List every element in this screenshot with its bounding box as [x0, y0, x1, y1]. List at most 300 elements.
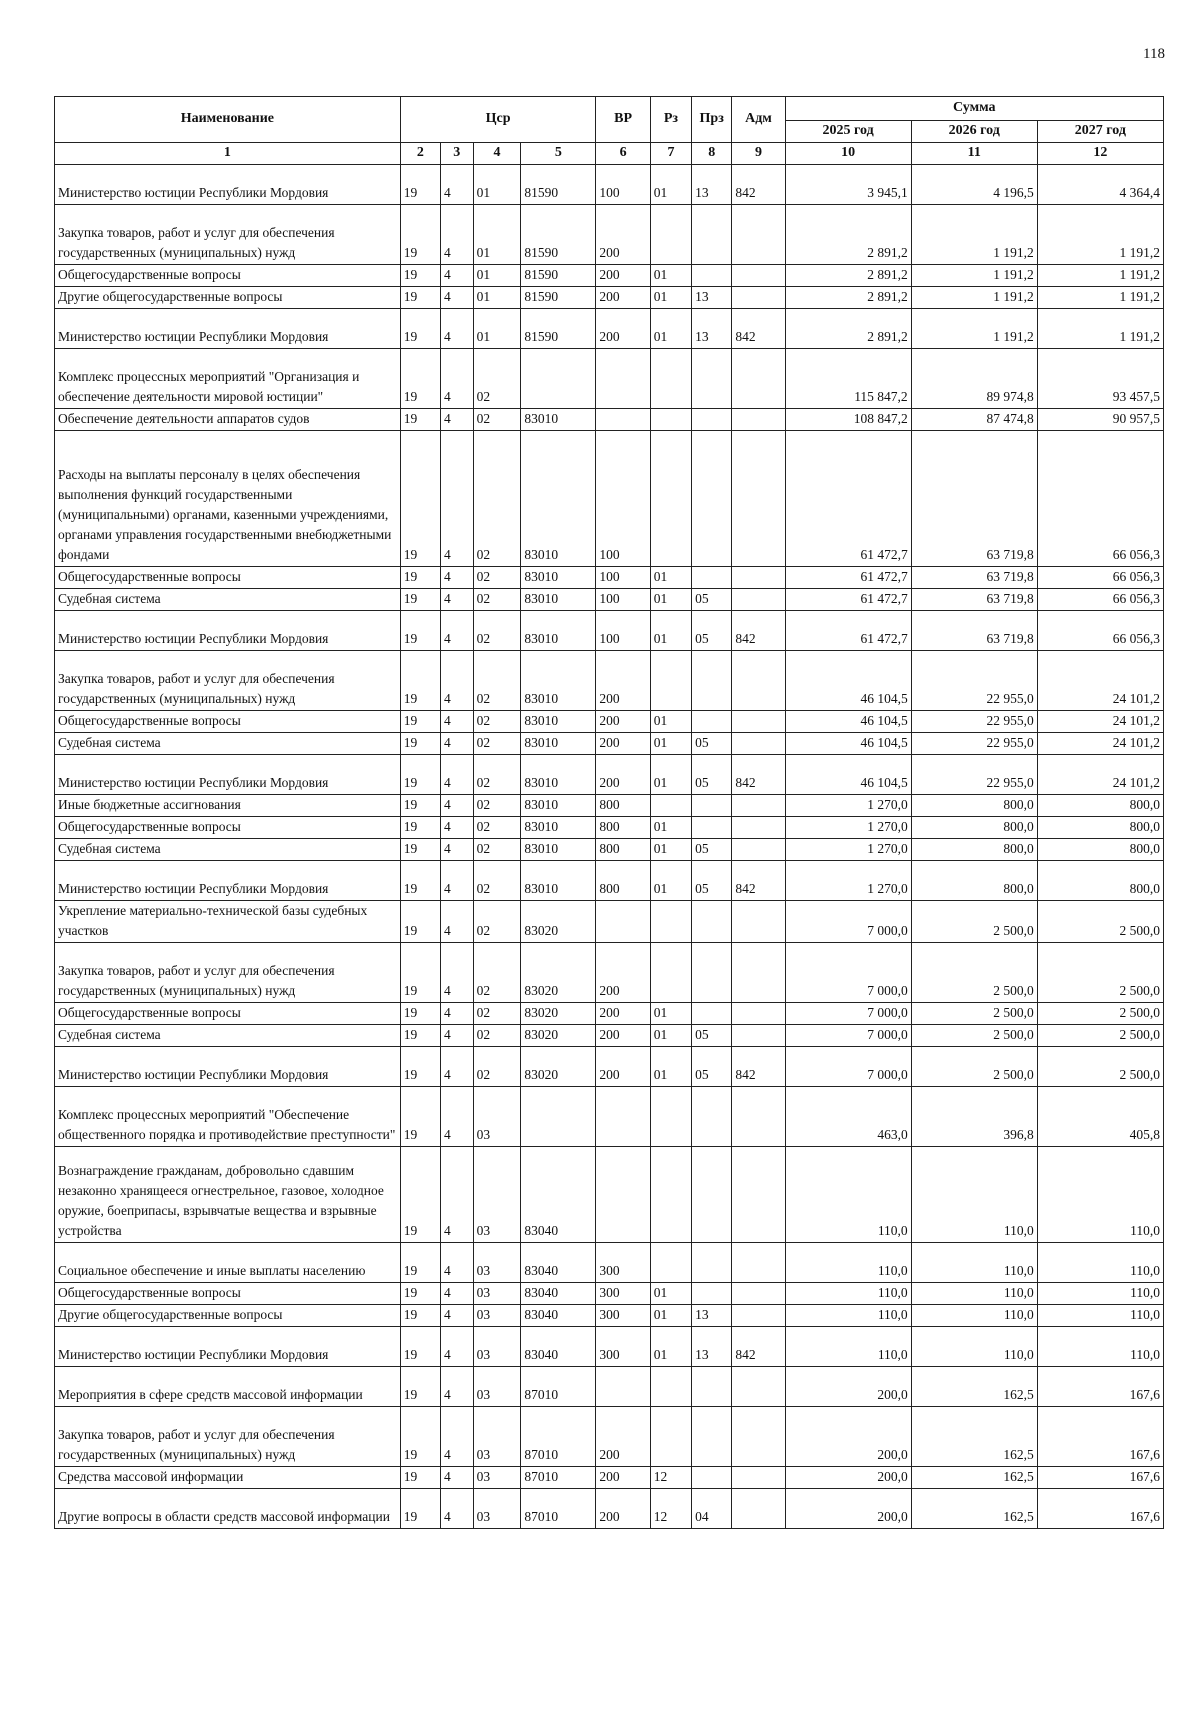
amount-2025: 110,0: [785, 1243, 911, 1283]
csr-complex: 01: [473, 309, 521, 349]
row-name: Общегосударственные вопросы: [55, 817, 401, 839]
row-name: Судебная система: [55, 733, 401, 755]
row-name: Общегосударственные вопросы: [55, 265, 401, 287]
prz-code: 04: [692, 1489, 732, 1529]
csr-complex: 01: [473, 165, 521, 205]
vr-code: 200: [596, 265, 650, 287]
csr-program: 19: [400, 755, 440, 795]
csr-direction: 83010: [521, 589, 596, 611]
csr-type: 4: [440, 1047, 473, 1087]
csr-complex: 01: [473, 287, 521, 309]
csr-complex: 02: [473, 567, 521, 589]
row-name: Общегосударственные вопросы: [55, 1003, 401, 1025]
vr-code: 800: [596, 861, 650, 901]
csr-direction: 83020: [521, 1047, 596, 1087]
amount-2025: 1 270,0: [785, 795, 911, 817]
amount-2026: 2 500,0: [911, 1025, 1037, 1047]
row-name: Обеспечение деятельности аппаратов судов: [55, 409, 401, 431]
adm-code: [732, 287, 785, 309]
vr-code: 100: [596, 611, 650, 651]
table-row: [55, 1147, 1164, 1243]
vr-code: 200: [596, 651, 650, 711]
amount-2026: 1 191,2: [911, 287, 1037, 309]
adm-code: [732, 711, 785, 733]
amount-2025: 2 891,2: [785, 287, 911, 309]
csr-complex: 02: [473, 817, 521, 839]
csr-direction: 83020: [521, 943, 596, 1003]
amount-2026: 22 955,0: [911, 755, 1037, 795]
amount-2027: 167,6: [1037, 1367, 1163, 1407]
amount-2026: 110,0: [911, 1243, 1037, 1283]
amount-2027: 110,0: [1037, 1243, 1163, 1283]
amount-2025: 46 104,5: [785, 755, 911, 795]
csr-type: 4: [440, 589, 473, 611]
amount-2027: 2 500,0: [1037, 943, 1163, 1003]
amount-2027: 800,0: [1037, 817, 1163, 839]
amount-2027: 24 101,2: [1037, 733, 1163, 755]
csr-direction: 83010: [521, 711, 596, 733]
vr-code: 800: [596, 839, 650, 861]
prz-code: 05: [692, 839, 732, 861]
amount-2025: 7 000,0: [785, 943, 911, 1003]
amount-2025: 3 945,1: [785, 165, 911, 205]
csr-complex: 02: [473, 733, 521, 755]
table-row: [55, 1047, 1164, 1087]
amount-2025: 61 472,7: [785, 611, 911, 651]
column-number: 3: [440, 143, 473, 165]
row-name: Министерство юстиции Республики Мордовия: [55, 165, 401, 205]
csr-type: 4: [440, 711, 473, 733]
adm-code: [732, 901, 785, 943]
amount-2025: 110,0: [785, 1147, 911, 1243]
csr-program: 19: [400, 1003, 440, 1025]
amount-2025: 1 270,0: [785, 861, 911, 901]
vr-code: 100: [596, 431, 650, 567]
amount-2027: 66 056,3: [1037, 431, 1163, 567]
csr-direction: 83010: [521, 611, 596, 651]
adm-code: [732, 1243, 785, 1283]
prz-code: [692, 1467, 732, 1489]
amount-2026: 110,0: [911, 1147, 1037, 1243]
csr-direction: 83010: [521, 839, 596, 861]
rz-code: 12: [650, 1489, 691, 1529]
csr-direction: 87010: [521, 1367, 596, 1407]
csr-program: 19: [400, 817, 440, 839]
rz-code: 01: [650, 309, 691, 349]
csr-program: 19: [400, 711, 440, 733]
table-row: [55, 309, 1164, 349]
prz-code: [692, 1283, 732, 1305]
row-name: Судебная система: [55, 589, 401, 611]
amount-2025: 7 000,0: [785, 1047, 911, 1087]
column-number: 9: [732, 143, 785, 165]
adm-code: [732, 1147, 785, 1243]
adm-code: [732, 1407, 785, 1467]
csr-type: 4: [440, 165, 473, 205]
csr-program: 19: [400, 567, 440, 589]
csr-complex: 02: [473, 1003, 521, 1025]
amount-2026: 4 196,5: [911, 165, 1037, 205]
prz-code: [692, 567, 732, 589]
header-year-2026: 2026 год: [911, 121, 1037, 143]
row-name: Вознаграждение гражданам, добровольно сдавшим незаконно хранящееся огнестрельное, газовое, холодное оружие, боеприпасы, взрывчатые вещества и взрывные устройства: [55, 1147, 401, 1243]
row-name: Министерство юстиции Республики Мордовия: [55, 1327, 401, 1367]
amount-2026: 2 500,0: [911, 1003, 1037, 1025]
csr-program: 19: [400, 1243, 440, 1283]
row-name: Министерство юстиции Республики Мордовия: [55, 755, 401, 795]
prz-code: [692, 349, 732, 409]
vr-code: 100: [596, 589, 650, 611]
rz-code: [650, 1407, 691, 1467]
csr-direction: 87010: [521, 1407, 596, 1467]
csr-direction: 83020: [521, 1025, 596, 1047]
csr-program: 19: [400, 1087, 440, 1147]
header-prz: Прз: [692, 97, 732, 143]
csr-type: 4: [440, 611, 473, 651]
csr-program: 19: [400, 287, 440, 309]
row-name: Укрепление материально-технической базы судебных участков: [55, 901, 401, 943]
amount-2026: 162,5: [911, 1467, 1037, 1489]
amount-2025: 2 891,2: [785, 205, 911, 265]
column-number: 8: [692, 143, 732, 165]
csr-complex: 02: [473, 943, 521, 1003]
csr-program: 19: [400, 1407, 440, 1467]
amount-2026: 800,0: [911, 795, 1037, 817]
prz-code: [692, 1243, 732, 1283]
csr-type: 4: [440, 1003, 473, 1025]
csr-direction: 83040: [521, 1283, 596, 1305]
amount-2027: 1 191,2: [1037, 205, 1163, 265]
csr-complex: 03: [473, 1407, 521, 1467]
csr-type: 4: [440, 733, 473, 755]
prz-code: [692, 265, 732, 287]
csr-program: 19: [400, 861, 440, 901]
rz-code: [650, 409, 691, 431]
csr-direction: 83040: [521, 1305, 596, 1327]
csr-type: 4: [440, 795, 473, 817]
adm-code: 842: [732, 861, 785, 901]
csr-complex: 02: [473, 651, 521, 711]
column-number: 11: [911, 143, 1037, 165]
amount-2025: 7 000,0: [785, 1003, 911, 1025]
csr-program: 19: [400, 1147, 440, 1243]
csr-complex: 02: [473, 409, 521, 431]
csr-program: 19: [400, 349, 440, 409]
vr-code: 300: [596, 1283, 650, 1305]
csr-direction: 83010: [521, 733, 596, 755]
rz-code: 12: [650, 1467, 691, 1489]
csr-complex: 03: [473, 1087, 521, 1147]
adm-code: [732, 589, 785, 611]
row-name: Другие вопросы в области средств массовой информации: [55, 1489, 401, 1529]
csr-type: 4: [440, 567, 473, 589]
amount-2026: 1 191,2: [911, 309, 1037, 349]
csr-complex: 03: [473, 1283, 521, 1305]
csr-complex: 03: [473, 1327, 521, 1367]
csr-type: 4: [440, 349, 473, 409]
csr-direction: 81590: [521, 287, 596, 309]
rz-code: [650, 1367, 691, 1407]
csr-program: 19: [400, 589, 440, 611]
adm-code: [732, 409, 785, 431]
csr-program: 19: [400, 205, 440, 265]
amount-2025: 200,0: [785, 1467, 911, 1489]
csr-program: 19: [400, 165, 440, 205]
prz-code: 05: [692, 611, 732, 651]
rz-code: 01: [650, 1327, 691, 1367]
adm-code: [732, 651, 785, 711]
table-row: [55, 1283, 1164, 1305]
adm-code: [732, 1003, 785, 1025]
csr-complex: 02: [473, 839, 521, 861]
row-name: Другие общегосударственные вопросы: [55, 1305, 401, 1327]
csr-direction: 87010: [521, 1467, 596, 1489]
amount-2026: 1 191,2: [911, 205, 1037, 265]
vr-code: [596, 1367, 650, 1407]
csr-complex: 01: [473, 265, 521, 287]
prz-code: [692, 1367, 732, 1407]
table-row: [55, 943, 1164, 1003]
table-body: [55, 165, 1164, 1529]
amount-2025: 2 891,2: [785, 309, 911, 349]
amount-2025: 1 270,0: [785, 817, 911, 839]
csr-program: 19: [400, 795, 440, 817]
vr-code: 200: [596, 1489, 650, 1529]
amount-2025: 61 472,7: [785, 589, 911, 611]
rz-code: 01: [650, 839, 691, 861]
vr-code: 200: [596, 1025, 650, 1047]
csr-type: 4: [440, 943, 473, 1003]
csr-complex: 02: [473, 795, 521, 817]
csr-direction: [521, 1087, 596, 1147]
rz-code: 01: [650, 1047, 691, 1087]
amount-2027: 4 364,4: [1037, 165, 1163, 205]
row-name: Другие общегосударственные вопросы: [55, 287, 401, 309]
header-name: Наименование: [55, 97, 401, 143]
prz-code: 05: [692, 733, 732, 755]
csr-complex: 01: [473, 205, 521, 265]
amount-2025: 110,0: [785, 1305, 911, 1327]
rz-code: 01: [650, 711, 691, 733]
rz-code: [650, 1087, 691, 1147]
prz-code: 13: [692, 165, 732, 205]
csr-program: 19: [400, 1467, 440, 1489]
vr-code: [596, 349, 650, 409]
csr-type: 4: [440, 1147, 473, 1243]
rz-code: 01: [650, 589, 691, 611]
amount-2027: 800,0: [1037, 795, 1163, 817]
amount-2025: 200,0: [785, 1407, 911, 1467]
csr-direction: 83010: [521, 567, 596, 589]
row-name: Закупка товаров, работ и услуг для обеспечения государственных (муниципальных) нужд: [55, 943, 401, 1003]
csr-direction: 83010: [521, 817, 596, 839]
table-row: [55, 1025, 1164, 1047]
rz-code: [650, 349, 691, 409]
row-name: Министерство юстиции Республики Мордовия: [55, 611, 401, 651]
table-row: [55, 1407, 1164, 1467]
amount-2025: 108 847,2: [785, 409, 911, 431]
vr-code: 200: [596, 711, 650, 733]
csr-type: 4: [440, 205, 473, 265]
csr-type: 4: [440, 1489, 473, 1529]
csr-type: 4: [440, 755, 473, 795]
amount-2026: 87 474,8: [911, 409, 1037, 431]
adm-code: 842: [732, 755, 785, 795]
table-row: [55, 431, 1164, 567]
row-name: Иные бюджетные ассигнования: [55, 795, 401, 817]
csr-direction: 83010: [521, 795, 596, 817]
table-row: [55, 1489, 1164, 1529]
header-year-2027: 2027 год: [1037, 121, 1163, 143]
csr-complex: 02: [473, 711, 521, 733]
csr-program: 19: [400, 1305, 440, 1327]
amount-2027: 110,0: [1037, 1305, 1163, 1327]
table-row: [55, 265, 1164, 287]
csr-type: 4: [440, 839, 473, 861]
header-adm: Адм: [732, 97, 785, 143]
rz-code: 01: [650, 733, 691, 755]
row-name: Министерство юстиции Республики Мордовия: [55, 861, 401, 901]
row-name: Министерство юстиции Республики Мордовия: [55, 1047, 401, 1087]
csr-program: 19: [400, 901, 440, 943]
vr-code: 200: [596, 733, 650, 755]
amount-2027: 24 101,2: [1037, 651, 1163, 711]
amount-2027: 800,0: [1037, 861, 1163, 901]
header-csr: Цср: [400, 97, 596, 143]
adm-code: [732, 817, 785, 839]
vr-code: 200: [596, 1407, 650, 1467]
header-vr: ВР: [596, 97, 650, 143]
rz-code: [650, 795, 691, 817]
header-rz: Рз: [650, 97, 691, 143]
amount-2027: 1 191,2: [1037, 265, 1163, 287]
csr-direction: 83010: [521, 755, 596, 795]
table-row: [55, 651, 1164, 711]
csr-complex: 02: [473, 901, 521, 943]
table-row: [55, 733, 1164, 755]
row-name: Закупка товаров, работ и услуг для обеспечения государственных (муниципальных) нужд: [55, 651, 401, 711]
rz-code: [650, 901, 691, 943]
prz-code: 05: [692, 589, 732, 611]
adm-code: [732, 1489, 785, 1529]
table-row: [55, 349, 1164, 409]
csr-complex: 03: [473, 1367, 521, 1407]
csr-type: 4: [440, 651, 473, 711]
csr-complex: 03: [473, 1243, 521, 1283]
csr-direction: 81590: [521, 265, 596, 287]
csr-type: 4: [440, 1283, 473, 1305]
table-row: [55, 205, 1164, 265]
page-number: 118: [1143, 46, 1165, 62]
amount-2026: 162,5: [911, 1367, 1037, 1407]
table-row: [55, 567, 1164, 589]
adm-code: [732, 431, 785, 567]
csr-program: 19: [400, 733, 440, 755]
csr-program: 19: [400, 1489, 440, 1529]
amount-2027: 66 056,3: [1037, 611, 1163, 651]
rz-code: [650, 431, 691, 567]
table-row: [55, 1327, 1164, 1367]
csr-direction: [521, 349, 596, 409]
row-name: Закупка товаров, работ и услуг для обеспечения государственных (муниципальных) нужд: [55, 205, 401, 265]
csr-direction: 83010: [521, 431, 596, 567]
csr-type: 4: [440, 901, 473, 943]
vr-code: [596, 901, 650, 943]
rz-code: 01: [650, 165, 691, 205]
header-sum: Сумма: [785, 97, 1163, 121]
table-row: [55, 839, 1164, 861]
adm-code: [732, 567, 785, 589]
vr-code: 800: [596, 817, 650, 839]
csr-program: 19: [400, 409, 440, 431]
prz-code: [692, 1087, 732, 1147]
prz-code: 05: [692, 755, 732, 795]
csr-type: 4: [440, 287, 473, 309]
amount-2026: 110,0: [911, 1283, 1037, 1305]
row-name: Расходы на выплаты персоналу в целях обеспечения выполнения функций государственными (муниципальными) органами, казенными учреждениями, органами управления государственными внебюджетными фондами: [55, 431, 401, 567]
table-row: [55, 287, 1164, 309]
row-name: Общегосударственные вопросы: [55, 711, 401, 733]
amount-2026: 396,8: [911, 1087, 1037, 1147]
csr-program: 19: [400, 265, 440, 287]
vr-code: 100: [596, 567, 650, 589]
csr-complex: 02: [473, 431, 521, 567]
csr-complex: 02: [473, 1025, 521, 1047]
csr-complex: 02: [473, 861, 521, 901]
amount-2025: 61 472,7: [785, 567, 911, 589]
amount-2026: 63 719,8: [911, 611, 1037, 651]
column-number: 10: [785, 143, 911, 165]
amount-2025: 110,0: [785, 1327, 911, 1367]
csr-program: 19: [400, 611, 440, 651]
row-name: Судебная система: [55, 839, 401, 861]
vr-code: 300: [596, 1327, 650, 1367]
csr-type: 4: [440, 1327, 473, 1367]
csr-complex: 02: [473, 349, 521, 409]
table-row: [55, 901, 1164, 943]
rz-code: [650, 1147, 691, 1243]
amount-2025: 61 472,7: [785, 431, 911, 567]
prz-code: [692, 409, 732, 431]
csr-type: 4: [440, 861, 473, 901]
rz-code: 01: [650, 1003, 691, 1025]
rz-code: 01: [650, 287, 691, 309]
table-row: [55, 817, 1164, 839]
amount-2025: 115 847,2: [785, 349, 911, 409]
amount-2026: 1 191,2: [911, 265, 1037, 287]
amount-2027: 110,0: [1037, 1147, 1163, 1243]
column-number: 2: [400, 143, 440, 165]
prz-code: 05: [692, 1047, 732, 1087]
amount-2027: 2 500,0: [1037, 1025, 1163, 1047]
csr-type: 4: [440, 1305, 473, 1327]
amount-2026: 63 719,8: [911, 589, 1037, 611]
csr-program: 19: [400, 651, 440, 711]
row-name: Закупка товаров, работ и услуг для обеспечения государственных (муниципальных) нужд: [55, 1407, 401, 1467]
csr-direction: 81590: [521, 165, 596, 205]
vr-code: 100: [596, 165, 650, 205]
table-row: [55, 165, 1164, 205]
table-row: [55, 1243, 1164, 1283]
rz-code: 01: [650, 1283, 691, 1305]
table-row: [55, 589, 1164, 611]
adm-code: [732, 1467, 785, 1489]
prz-code: [692, 1407, 732, 1467]
prz-code: 13: [692, 309, 732, 349]
adm-code: [732, 1367, 785, 1407]
adm-code: 842: [732, 1327, 785, 1367]
csr-complex: 03: [473, 1147, 521, 1243]
